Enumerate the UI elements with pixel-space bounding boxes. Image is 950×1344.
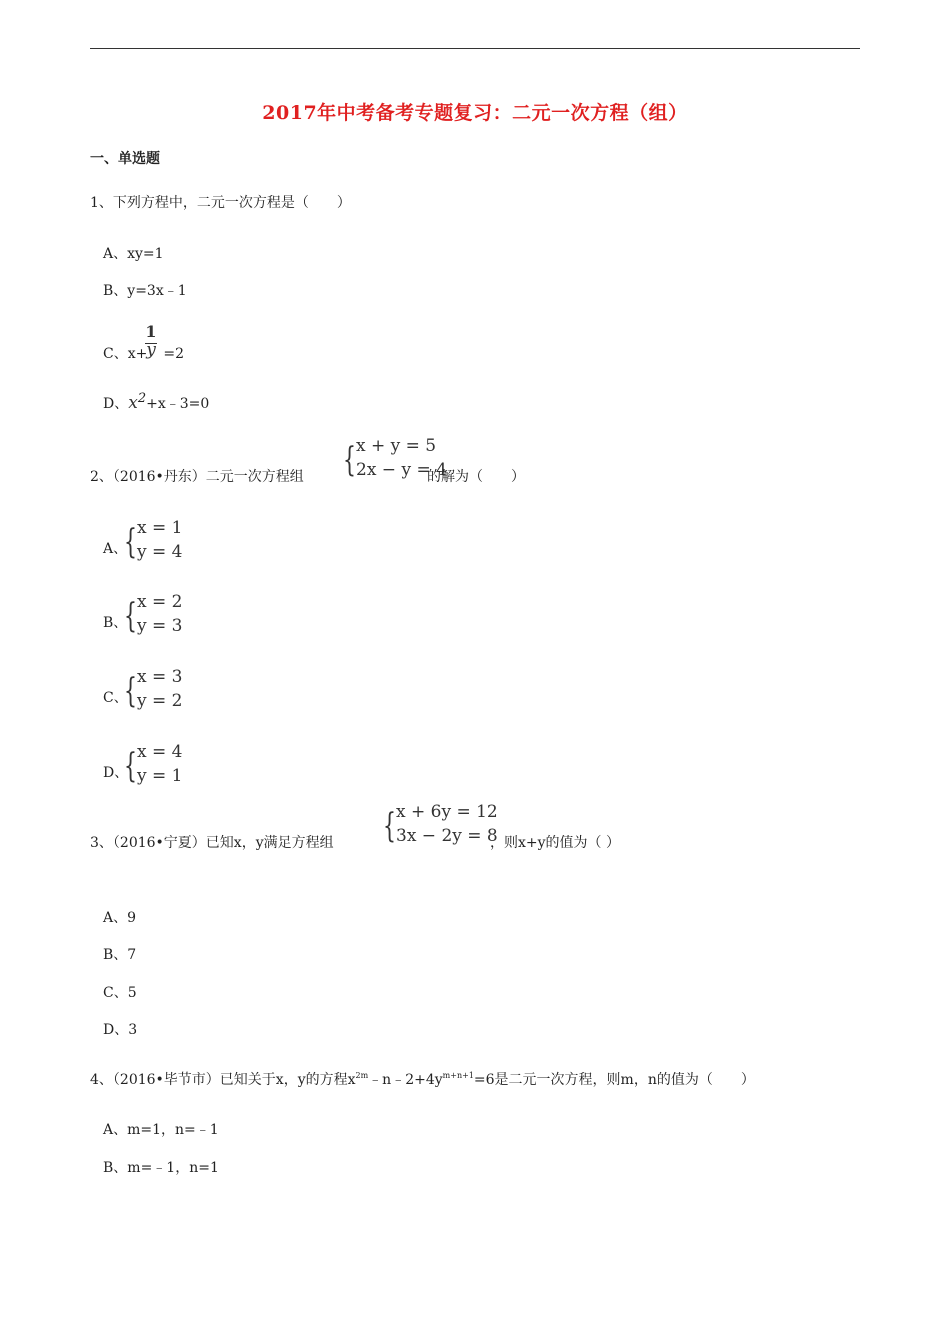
q2-option-c-y: y = 2 [137, 691, 183, 711]
q3-option-b: B、7 [103, 947, 137, 963]
question-3-stem: 3、（2016•宁夏）已知x，y满足方程组 [90, 835, 334, 851]
q2-option-d-label: D、 [103, 765, 129, 781]
brace-icon: { [343, 440, 356, 480]
q2-option-b-y: y = 3 [137, 616, 183, 636]
q4-option-b: B、m=﹣1，n=1 [103, 1160, 219, 1176]
brace-icon: { [124, 596, 137, 636]
page-title: 2017年中考备考专题复习：二元一次方程（组） [262, 102, 688, 124]
q3-option-a: A、9 [103, 910, 137, 926]
q3-option-d: D、3 [103, 1022, 138, 1038]
q1-option-b: B、y=3x﹣1 [103, 283, 187, 299]
q3-option-c: C、5 [103, 985, 137, 1001]
q4-stem-prefix: 4、（2016•毕节市）已知关于x，y的方程x [90, 1072, 356, 1088]
q2-stem-tail: 的解为（ ） [427, 469, 525, 485]
q1-option-d-suffix: +x﹣3=0 [146, 396, 210, 412]
q1-option-d-exponent: 2 [137, 391, 147, 406]
q2-option-c-label: C、 [103, 690, 128, 706]
q3-equation-2: 3x − 2y = 8 [396, 826, 498, 846]
question-4-stem [90, 1069, 755, 1089]
fraction-denominator: y [146, 340, 156, 360]
q1-option-c-suffix: =2 [163, 346, 184, 362]
q4-exponent-1: 2m [355, 1071, 369, 1080]
section-heading: 一、单选题 [90, 151, 160, 167]
brace-icon: { [124, 671, 137, 711]
q3-stem-tail: ，则x+y的值为（ ） [490, 835, 620, 851]
q2-option-d-y: y = 1 [137, 766, 183, 786]
header-rule [90, 48, 860, 49]
question-2-stem: 2、（2016•丹东）二元一次方程组 [90, 469, 304, 485]
q3-equation-1: x + 6y = 12 [396, 802, 498, 822]
q2-option-b-label: B、 [103, 615, 128, 631]
q2-equation-2: 2x − y = 4 [356, 460, 447, 480]
q1-option-a: A、xy=1 [103, 246, 164, 262]
q2-option-a-x: x = 1 [137, 518, 183, 538]
q1-option-d [103, 391, 209, 413]
q4-stem-suffix: =6是二元一次方程，则m，n的值为（ ） [473, 1072, 755, 1088]
q4-stem-mid: ﹣n﹣2+4y [368, 1072, 443, 1088]
q2-equation-1: x + y = 5 [356, 436, 437, 456]
q4-option-a: A、m=1，n=﹣1 [103, 1122, 219, 1138]
q4-exponent-2: m+n+1 [442, 1071, 474, 1080]
q1-option-c-prefix: C、x+ [103, 346, 148, 362]
brace-icon: { [124, 746, 137, 786]
q1-option-d-label: D、 [103, 396, 129, 412]
q2-option-a-y: y = 4 [137, 542, 183, 562]
brace-icon: { [383, 806, 396, 846]
question-1-stem: 1、下列方程中，二元一次方程是（ ） [90, 195, 351, 211]
q1-option-d-variable: x [128, 393, 138, 413]
fraction-numerator: 1 [145, 322, 157, 341]
q2-option-d-x: x = 4 [137, 742, 183, 762]
q2-option-a-label: A、 [103, 541, 128, 557]
q2-option-b-x: x = 2 [137, 592, 183, 612]
q2-option-c-x: x = 3 [137, 667, 183, 687]
brace-icon: { [124, 522, 137, 562]
